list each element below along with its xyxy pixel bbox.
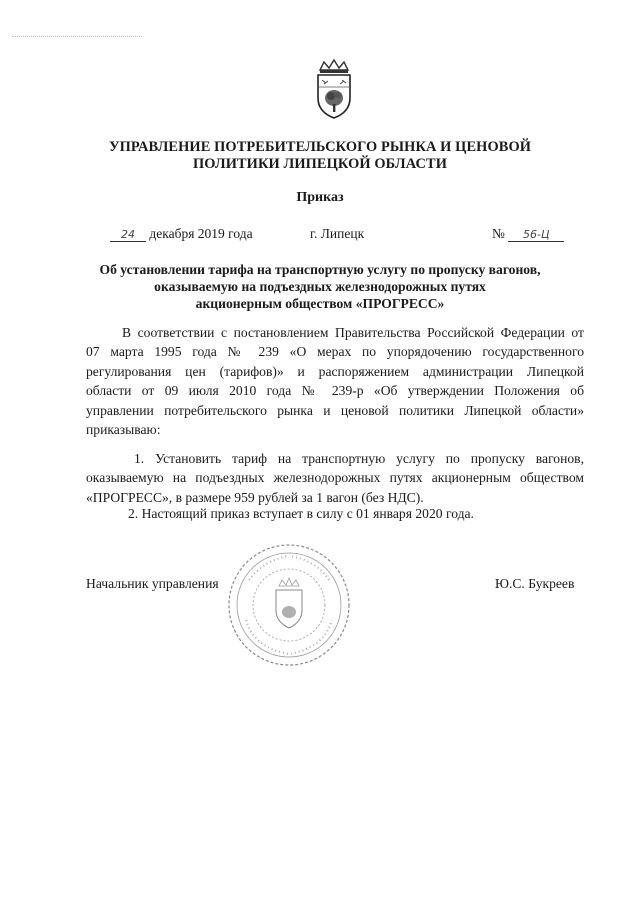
item1-line: 1. Установить тариф на транспортную услугу по пропуску вагонов, [134,451,584,466]
preamble-line: В соответствии с постановлением Правительства Российской Федерации от [122,325,584,340]
org-title-line2: ПОЛИТИКИ ЛИПЕЦКОЙ ОБЛАСТИ [193,156,447,172]
scan-artifact [12,36,142,39]
number-label: № [492,226,505,241]
order-item-2 [86,504,584,523]
order-item-1 [86,449,584,507]
document-city: г. Липецк [310,226,365,241]
preamble-line: регулирования цен (тарифов)» и распоряжением администрации Липецкой [86,363,584,379]
org-title-line1: УПРАВЛЕНИЕ ПОТРЕБИТЕЛЬСКОГО РЫНКА И ЦЕНОВОЙ [108,139,532,155]
preamble-line: 07 марта 1995 года № 239 «О мерах по упорядочению государственного [86,344,584,360]
document-date [110,226,253,242]
coat-of-arms-icon [312,58,356,120]
subject-line1: Об установлении тарифа на транспортную услугу по пропуску вагонов, [99,262,541,277]
date-day-handwritten: 24 [110,228,146,242]
document-number [492,226,564,242]
subject-line3: акционерным обществом «ПРОГРЕСС» [195,295,445,311]
organization-title [0,139,640,173]
number-handwritten: 56-Ц [508,228,564,242]
item1-line: «ПРОГРЕСС», в размере 959 рублей за 1 вагон (без НДС). [86,489,424,505]
official-seal-icon [224,540,354,670]
preamble-line: области от 09 июля 2010 года № 239-р «Об утверждении Положения об [86,383,584,399]
item2-line: 2. Настоящий приказ вступает в силу с 01 января 2020 года. [128,506,474,521]
preamble-line: приказываю: [86,422,161,438]
subject-line2: оказываемую на подъездных железнодорожных путях [154,278,486,294]
document-subject [0,262,640,312]
item1-line: оказываемую на подъездных железнодорожных путях акционерным обществом [86,470,584,486]
date-rest: декабря 2019 года [149,226,253,241]
preamble-line: управлении потребительского рынка и ценовой политики Липецкой области» [86,402,584,418]
signer-name: Ю.С. Букреев [495,576,575,591]
document-type: Приказ [296,190,344,205]
preamble-paragraph [86,323,584,439]
signer-position: Начальник управления [86,576,219,591]
